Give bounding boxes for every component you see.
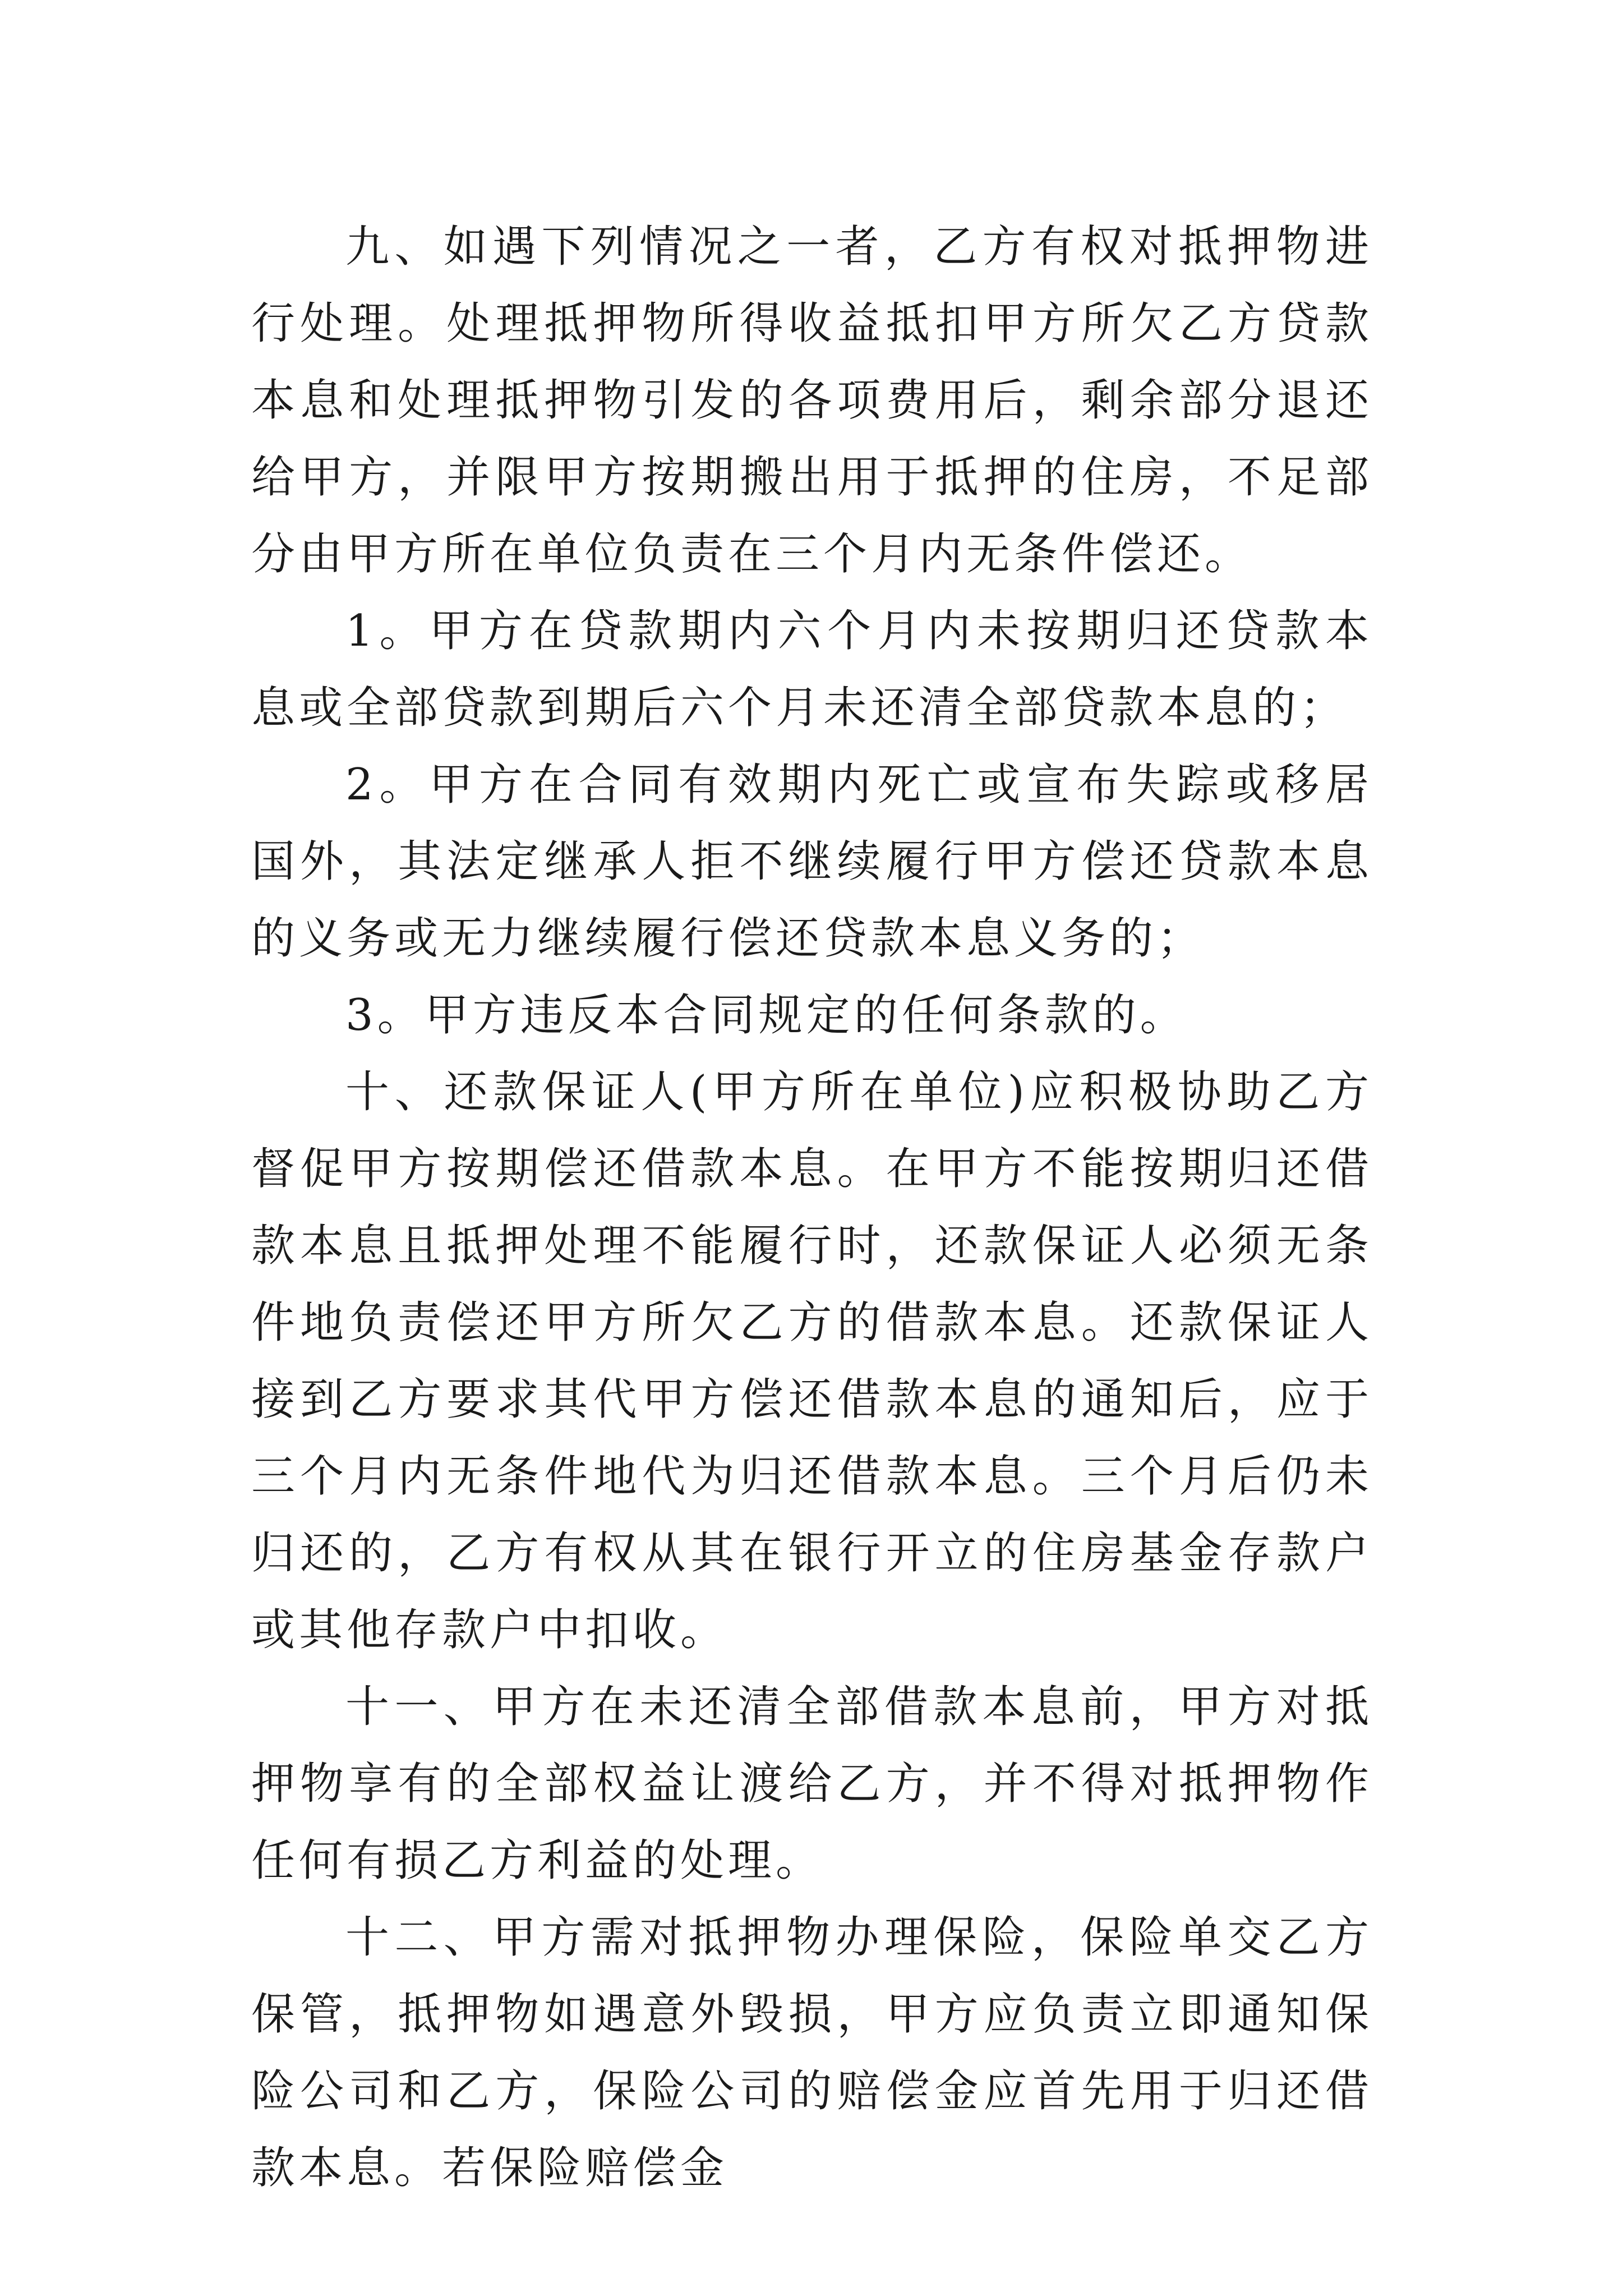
paragraph-clause-11: 十一、甲方在未还清全部借款本息前，甲方对抵押物享有的全部权益让渡给乙方，并不得对抵押物作任何有损乙方利益的处理。 [251,1682,1373,1886]
paragraph-item-2: 2。甲方在合同有效期内死亡或宣布失踪或移居国外，其法定继承人拒不继续履行甲方偿还贷款本息的义务或无力继续履行偿还贷款本息义务的； [251,760,1373,964]
paragraph-clause-10: 十、还款保证人(甲方所在单位)应积极协助乙方督促甲方按期偿还借款本息。在甲方不能按期归还借款本息且抵押处理不能履行时，还款保证人必须无条件地负责偿还甲方所欠乙方的借款本息。还款保证人接到乙方要求其代甲方偿还借款本息的通知后，应于三个月内无条件地代为归还借款本息。三个月后仍未归还的，乙方有权从其在银行开立的住房基金存款户或其他存款户中扣收。 [251,1067,1373,1655]
document-body [251,209,1373,2207]
paragraph-item-1: 1。甲方在贷款期内六个月内未按期归还贷款本息或全部贷款到期后六个月未还清全部贷款本息的； [251,606,1373,733]
paragraph-item-3: 3。甲方违反本合同规定的任何条款的。 [345,990,1188,1041]
paragraph-clause-12: 十二、甲方需对抵押物办理保险，保险单交乙方保管，抵押物如遇意外毁损，甲方应负责立即通知保险公司和乙方，保险公司的赔偿金应首先用于归还借款本息。若保险赔偿金 [251,1912,1373,2193]
paragraph-clause-9: 九、如遇下列情况之一者，乙方有权对抵押物进行处理。处理抵押物所得收益抵扣甲方所欠乙方贷款本息和处理抵押物引发的各项费用后，剩余部分退还给甲方，并限甲方按期搬出用于抵押的住房，不足部分由甲方所在单位负责在三个月内无条件偿还。 [251,222,1373,579]
